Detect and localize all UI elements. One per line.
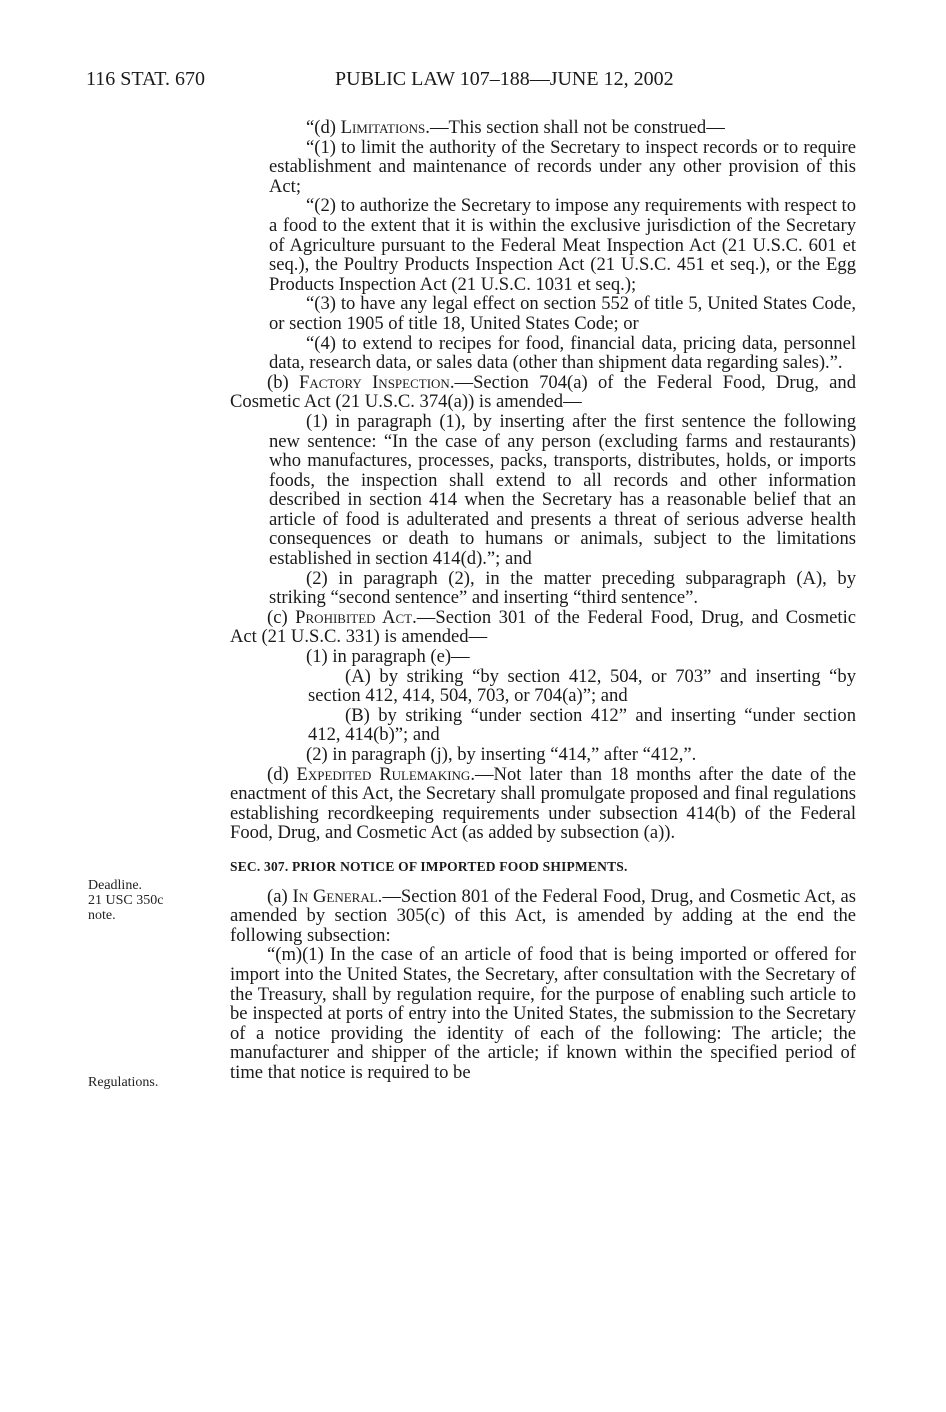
subsection-label: (c) — [267, 606, 296, 628]
subsection-label: “(d) — [306, 117, 341, 138]
subsection-text: .—Section 801 of the Federal Food, Drug, and Cosmetic Act, as amended by section 305(c) of this Act, is amended by adding at the end the following subsection: — [230, 885, 856, 946]
paragraph-d2: “(2) to authorize the Secretary to impose any requirements with respect to a food to the extent that it is within the exclusive jurisdiction of the Secretary of Agriculture pursuant to the Federal Meat Inspection Act (21 U.S.C. 601 et seq.), the Poultry Products Inspection Act (21 U.S.C. 451 et seq.), or the Egg Products Inspection Act (21 U.S.C. 1031 et seq.); — [269, 195, 856, 295]
section-307-heading: SEC. 307. PRIOR NOTICE OF IMPORTED FOOD SHIPMENTS. — [230, 858, 628, 874]
subsection-text: .—Section 301 of the Federal Food, Drug, and Cosmetic Act (21 U.S.C. 331) is amended— — [230, 606, 856, 648]
subsection-c-prohibited-act — [230, 608, 856, 647]
subsection-text: .—Section 704(a) of the Federal Food, Drug, and Cosmetic Act (21 U.S.C. 374(a)) is amended— — [230, 371, 856, 413]
page-header — [86, 68, 886, 98]
page-body — [230, 118, 856, 1083]
margin-note-line: note. — [88, 908, 116, 923]
paragraph-b2: (2) in paragraph (2), in the matter preceding subparagraph (A), by striking “second sentence” and inserting “third sentence”. — [269, 567, 856, 609]
subsection-heading: Limitations — [340, 117, 426, 138]
paragraph-d4: “(4) to extend to recipes for food, financial data, pricing data, personnel data, research data, or sales data (other than shipment data regarding sales).”. — [269, 332, 856, 374]
subsection-text: .—This section shall not be construed— — [425, 117, 725, 138]
running-head-title: PUBLIC LAW 107–188—JUNE 12, 2002 — [335, 68, 674, 90]
paragraph-m1: “(m)(1) In the case of an article of food that is being imported or offered for import into the United States, the Secretary, after consultation with the Secretary of the Treasury, shall by regulation require, for the purpose of enabling such article to be inspected at ports of entry into the United States, the submission to the Secretary of a notice providing the identity of each of the following: The article; the manufacturer and shipper of the article; if known within the specified period of time that notice is required to be — [230, 944, 856, 1083]
margin-note-line: 21 USC 350c — [88, 893, 164, 908]
subsection-heading: Factory Inspection — [298, 371, 450, 393]
stat-page-number: 116 STAT. 670 — [86, 68, 205, 90]
subsection-text: .—Not later than 18 months after the date of the enactment of this Act, the Secretary shall promulgate proposed and final regulations establishing recordkeeping requirements under subsection 414(b) of the Federal Food, Drug, and Cosmetic Act (as added by subsection (a)). — [230, 763, 856, 844]
subsection-label: (b) — [267, 371, 299, 393]
paragraph-c2: (2) in paragraph (j), by inserting “414,” after “412,”. — [306, 744, 697, 765]
subsection-heading: Expedited Rulemaking — [296, 763, 471, 785]
margin-note-deadline — [88, 878, 208, 923]
subsection-label: (a) — [267, 885, 293, 907]
subsection-heading: Prohibited Act — [295, 606, 413, 628]
paragraph-d3: “(3) to have any legal effect on section 552 of title 5, United States Code, or section 1905 of title 18, United States Code; or — [269, 293, 856, 334]
paragraph-c1: (1) in paragraph (e)— — [306, 646, 470, 668]
margin-note-line: Regulations. — [88, 1075, 159, 1090]
subsection-d-expedited-rulemaking — [230, 765, 856, 843]
subsection-heading: In General — [292, 885, 378, 907]
subsection-a-in-general — [230, 887, 856, 946]
subsection-b-factory-inspection — [230, 373, 856, 412]
subsection-d-limitations — [230, 118, 856, 138]
margin-note-regulations — [88, 1075, 208, 1090]
subparagraph-c1B: (B) by striking “under section 412” and inserting “under section 412, 414(b)”; and — [308, 704, 856, 746]
subparagraph-c1A: (A) by striking “by section 412, 504, or 703” and inserting “by section 412, 414, 504, 703, or 704(a)”; and — [308, 665, 856, 707]
margin-note-line: Deadline. — [88, 878, 143, 893]
paragraph-b1: (1) in paragraph (1), by inserting after the first sentence the following new sentence: “In the case of any person (excluding farms and restaurants) who manufactures, processes, packs, transports, distributes, holds, or imports foods, the inspection shall extend to all records and other information described in section 414 when the Secretary has a reasonable belief that an article of food is adulterated and presents a threat of serious adverse health consequences or death to humans or animals, subject to the limitations established in section 414(d).”; and — [269, 410, 856, 570]
paragraph-d1: “(1) to limit the authority of the Secretary to inspect records or to require establishment and maintenance of records under any other provision of this Act; — [269, 136, 856, 197]
subsection-label: (d) — [267, 763, 297, 785]
